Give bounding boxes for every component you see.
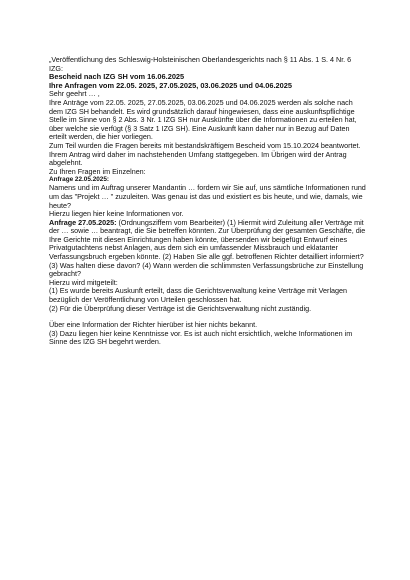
anfrage-1-text: Namens und im Auftrag unserer Mandantin … fordern wir Sie auf, uns sämtliche Informationen rund um das "Projekt … " zuzuleiten. Was genau ist das und existiert es bis heute, und wie, damals, wie heute? bbox=[49, 183, 366, 210]
intro-text: „Veröffentlichung des Schleswig-Holsteinischen Oberlandesgerichts nach § 11 Abs. 1 S. 4 Nr. 6 IZG: bbox=[49, 55, 352, 73]
anfrage-1-answer: Hierzu liegen hier keine Informationen vor. bbox=[49, 209, 184, 219]
paragraph-2: Zum Teil wurden die Fragen bereits mit bestandskräftigem Bescheid vom 15.10.2024 beantwortet. Ihrem Antrag wird daher im nachstehenden Umfang stattgegeben. Im Übrigen wird der Antrag abgelehnt. bbox=[49, 140, 361, 168]
heading-bescheid: Bescheid nach IZG SH vom 16.06.2025 bbox=[49, 72, 185, 82]
document-body bbox=[49, 56, 367, 347]
salutation: Sehr geehrt … , bbox=[49, 89, 100, 99]
answer-richter: Über eine Information der Richter hierüber ist hier nichts bekannt. bbox=[49, 320, 258, 330]
answer-3: (3) Dazu liegen hier keine Kenntnisse vor. Es ist auch nicht ersichtlich, welche Informationen im Sinne des IZG SH begehrt werden. bbox=[49, 328, 353, 347]
paragraph-1: Ihre Anträge vom 22.05. 2025, 27.05.2025, 03.06.2025 und 04.06.2025 werden als solche nach dem IZG SH behandelt. Es wird grundsätzlich darauf hingewiesen, dass eine auskunftspflichtige Stelle im Sinne von § 2 Abs. 3 Nr. 1 IZG SH nur Auskünfte über die Informationen zu erteilen hat, über welche sie verfügt (§ 3 Satz 1 IZG SH). Eine Auskunft kann daher nur in Bezug auf Daten erteilt werden, die hier vorliegen. bbox=[49, 97, 357, 142]
anfrage-2-label: Anfrage 27.05.2025: bbox=[49, 217, 117, 227]
anfrage-2-block bbox=[49, 219, 367, 279]
questions-intro: Zu Ihren Fragen im Einzelnen: bbox=[49, 166, 146, 176]
anfrage-2-text: (Ordnungsziffern vom Bearbeiter) (1) Hiermit wird Zuleitung aller Verträge mit der … sowie … beantragt, die Sie betreffen könnten. Zur Überprüfung der gesamten Geschäfte, die Ihre Gerichte mit diesen Einrichtungen haben könnte, übersenden wir beigefügt Entwurf eines Privatgutachtens nebst Anlagen, aus dem sich ein umfassender Missbrauch und eklatanter Verfassungsbruch ergeben könnte. (2) Haben Sie alle ggf. betroffenen Richter detailliert informiert? (3) Was halten diese davon? (4) Wann werden die schlimmsten Verfassungsbrüche zur Einstellung gebracht? bbox=[49, 217, 366, 279]
answer-1: (1) Es wurde bereits Auskunft erteilt, dass die Gerichtsverwaltung keine Verträge mit Verlagen bezüglich der Veröffentlichung von Urteilen geschlossen hat. bbox=[49, 286, 348, 305]
mitgeteilt-line: Hierzu wird mitgeteilt: bbox=[49, 277, 118, 287]
anfrage-1-label: Anfrage 22.05.2025: bbox=[49, 176, 110, 184]
answer-2: (2) Für die Überprüfung dieser Verträge ist die Gerichtsverwaltung nicht zuständig. bbox=[49, 303, 312, 313]
heading-anfragen: Ihre Anfragen vom 22.05. 2025, 27.05.2025, 03.06.2025 und 04.06.2025 bbox=[49, 80, 292, 90]
